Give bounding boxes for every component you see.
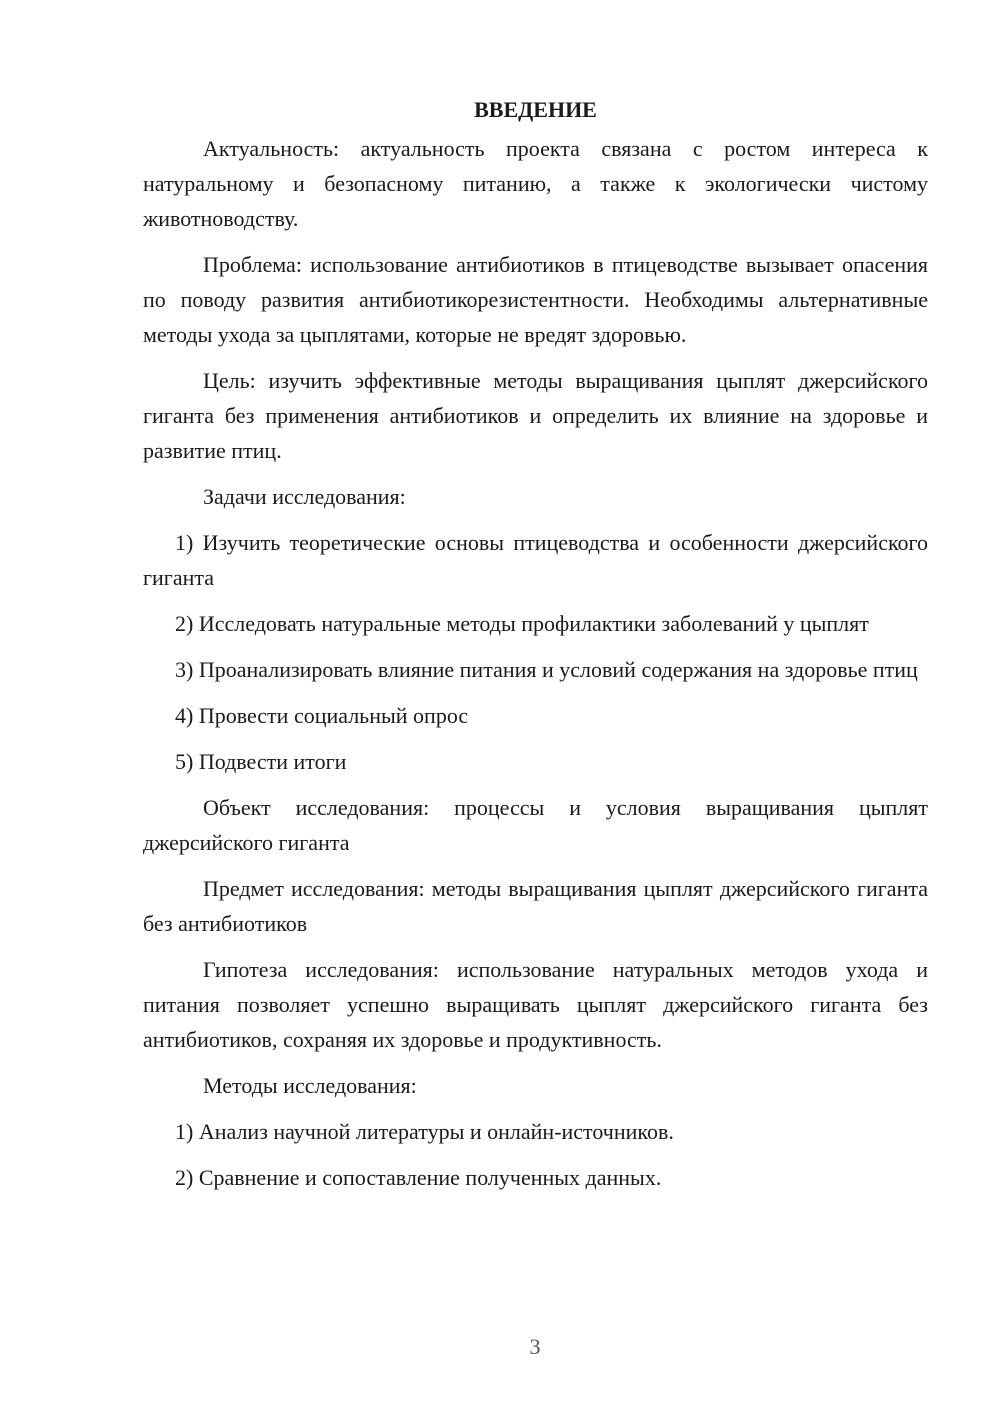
document-page (143, 92, 928, 1195)
methods-heading: Методы исследования: (203, 1073, 417, 1098)
task-item-2: 2) Исследовать натуральные методы профилактики заболеваний у цыплят (175, 611, 869, 636)
task-item-3: 3) Проанализировать влияние питания и условий содержания на здоровье птиц (175, 657, 918, 682)
relevance-paragraph: Актуальность: актуальность проекта связана с ростом интереса к натуральному и безопасному питанию, а также к экологически чистому животноводству. (143, 136, 928, 231)
research-object-paragraph: Объект исследования: процессы и условия выращивания цыплят джерсийского гиганта (143, 795, 928, 855)
method-item-2: 2) Сравнение и сопоставление полученных данных. (175, 1165, 662, 1190)
page-number: 3 (529, 1334, 541, 1359)
problem-paragraph: Проблема: использование антибиотиков в птицеводстве вызывает опасения по поводу развития антибиотикорезистентности. Необходимы альтернативные методы ухода за цыплятами, которые не вредят здоровью. (143, 252, 928, 347)
task-item-1: 1) Изучить теоретические основы птицеводства и особенности джерсийского гиганта (143, 530, 928, 590)
research-subject-paragraph: Предмет исследования: методы выращивания цыплят джерсийского гиганта без антибиотиков (143, 876, 928, 936)
goal-paragraph: Цель: изучить эффективные методы выращивания цыплят джерсийского гиганта без применения антибиотиков и определить их влияние на здоровье и развитие птиц. (143, 368, 928, 463)
page-title: ВВЕДЕНИЕ (474, 97, 597, 122)
task-item-4: 4) Провести социальный опрос (175, 703, 469, 728)
method-item-1: 1) Анализ научной литературы и онлайн-источников. (175, 1119, 674, 1144)
task-item-5: 5) Подвести итоги (175, 749, 347, 774)
tasks-heading: Задачи исследования: (203, 484, 406, 509)
hypothesis-paragraph: Гипотеза исследования: использование натуральных методов ухода и питания позволяет успешно выращивать цыплят джерсийского гиганта без антибиотиков, сохраняя их здоровье и продуктивность. (143, 957, 928, 1052)
